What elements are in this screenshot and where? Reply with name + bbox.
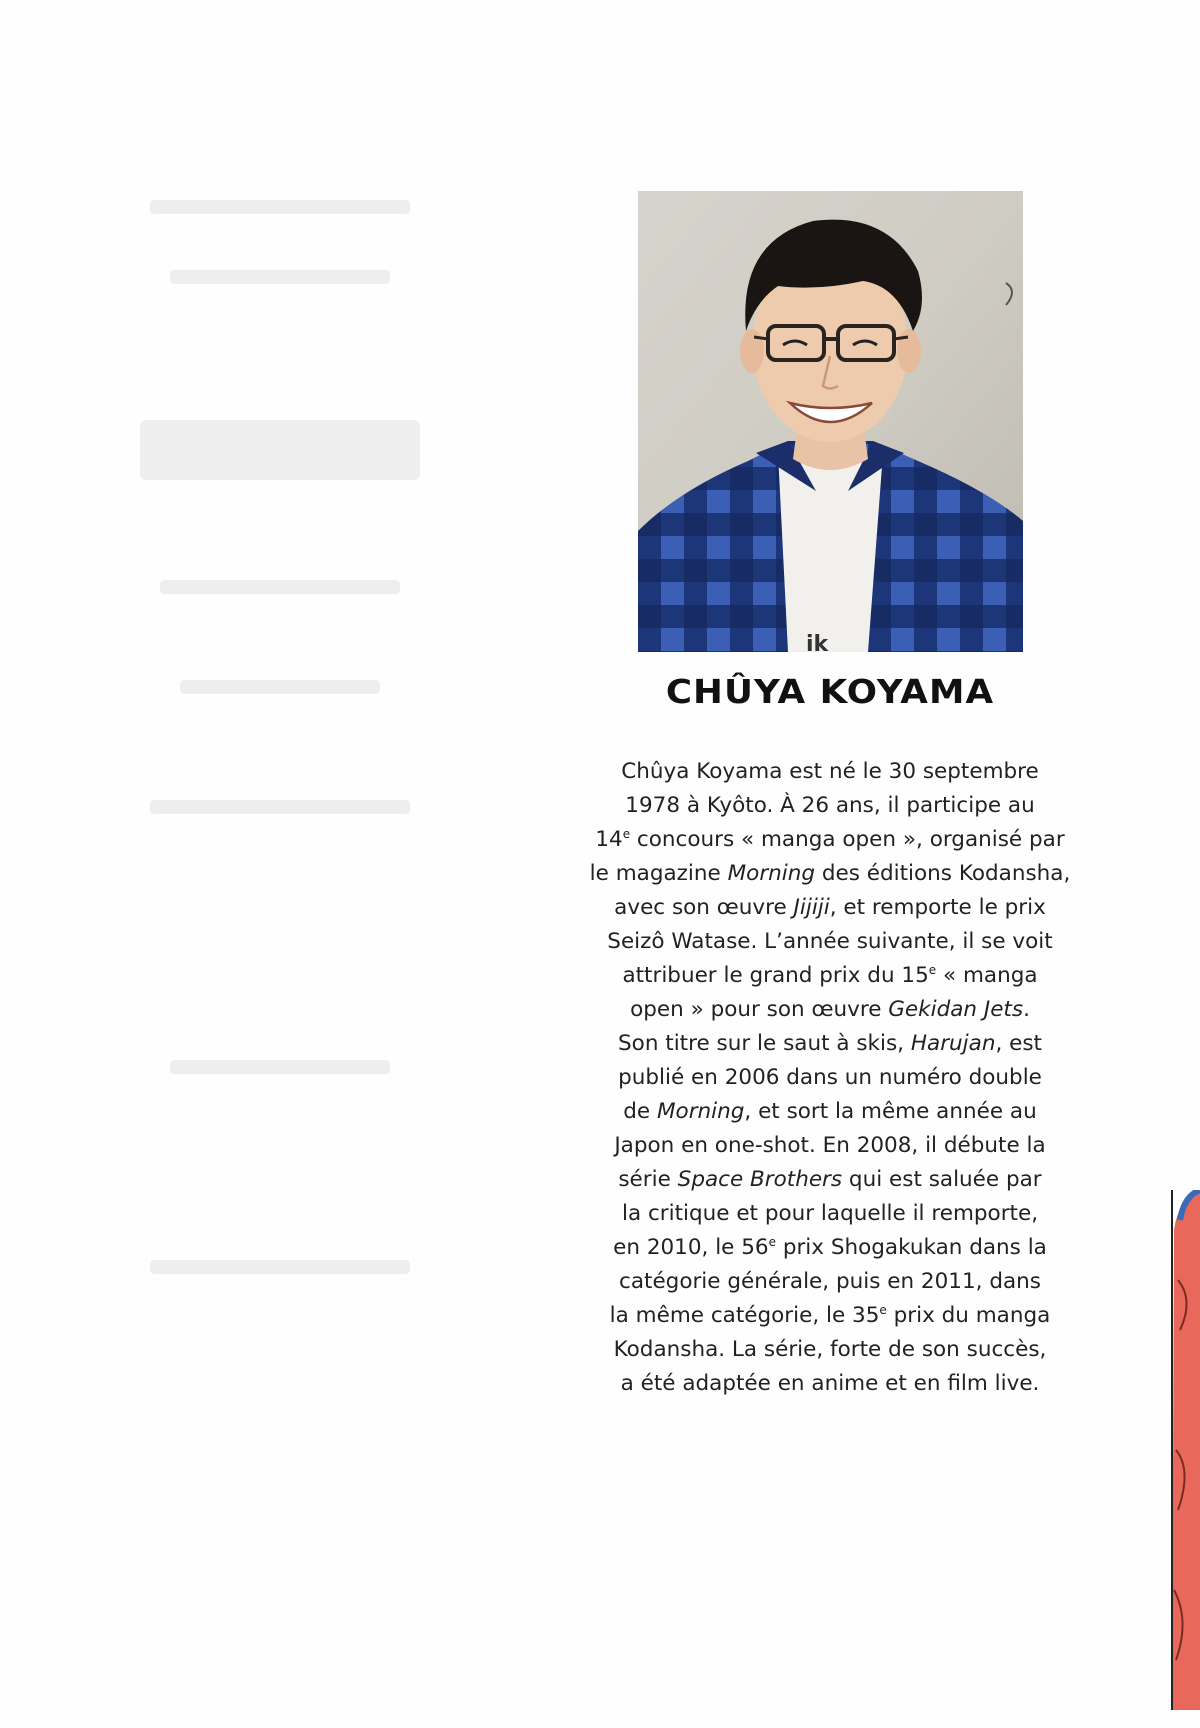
author-photo — [638, 191, 1023, 652]
bio-line: Chûya Koyama est né le 30 septembre — [621, 759, 1039, 784]
bio-line: de Morning, et sort la même année au — [623, 1099, 1037, 1124]
bio-line: la critique et pour laquelle il remporte, — [621, 1201, 1039, 1226]
bio-line: la même catégorie, le 35e prix du manga — [609, 1302, 1051, 1328]
bio-line: Kodansha. La série, forte de son succès, — [613, 1337, 1047, 1362]
bio-line: open » pour son œuvre Gekidan Jets. — [630, 997, 1030, 1022]
bio-line: attribuer le grand prix du 15e « manga — [622, 962, 1038, 988]
bio-line: publié en 2006 dans un numéro double — [618, 1065, 1042, 1090]
author-name: CHÛYA KOYAMA — [665, 672, 995, 711]
bio-line: avec son œuvre Jijiji, et remporte le prix — [614, 895, 1046, 920]
bio-line: a été adaptée en anime et en film live. — [620, 1371, 1040, 1396]
bio-line: le magazine Morning des éditions Kodansha, — [589, 861, 1071, 886]
bio-line: catégorie générale, puis en 2011, dans — [619, 1269, 1041, 1294]
bio-line: série Space Brothers qui est saluée par — [618, 1167, 1042, 1192]
bio-line: 1978 à Kyôto. À 26 ans, il participe au — [625, 793, 1035, 818]
bio-line: Seizô Watase. L’année suivante, il se voit — [607, 929, 1053, 954]
bio-line: Son titre sur le saut à skis, Harujan, est — [618, 1031, 1042, 1056]
author-photo-illustration — [638, 191, 1023, 652]
bio-line: en 2010, le 56e prix Shogakukan dans la — [613, 1234, 1047, 1260]
svg-text:ik: ik — [806, 632, 829, 652]
bio-line: 14e concours « manga open », organisé par — [595, 826, 1065, 852]
bio-line: Japon en one-shot. En 2008, il débute la — [614, 1133, 1046, 1158]
author-biography — [560, 755, 1100, 1401]
bleed-through-texture — [120, 160, 460, 1560]
manga-cover-edge-art — [1164, 1190, 1200, 1710]
